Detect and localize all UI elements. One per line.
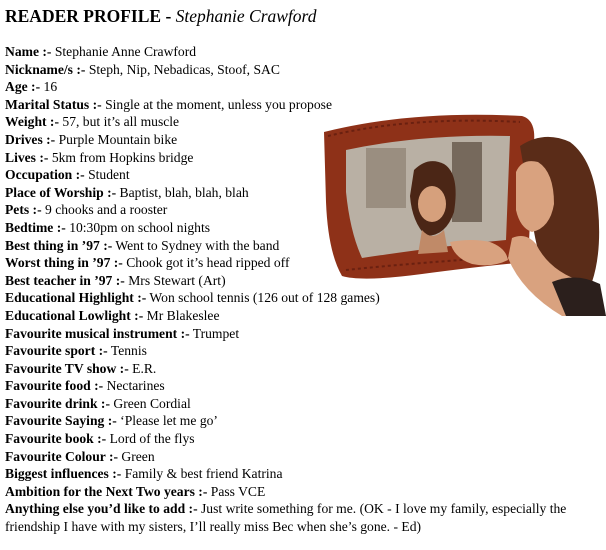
field-value: Tennis [110,343,147,359]
profile-row-educational-highlight [5,289,601,307]
field-label: Weight :- [5,114,59,130]
reader-name: Stephanie Crawford [175,6,317,26]
profile-row-biggest-influences [5,465,601,483]
profile-row-marital-status [5,96,601,114]
field-label: Bedtime :- [5,219,66,235]
field-label: Educational Lowlight :- [5,307,144,323]
field-label: Age :- [5,79,41,95]
field-label: Best thing in ’97 :- [5,237,113,253]
field-value: Baptist, blah, blah, blah [119,184,249,200]
profile-row-best-thing [5,237,601,255]
field-value: 57, but it’s all muscle [62,114,180,130]
profile-row-lives [5,149,601,167]
field-value: Green [121,448,155,464]
field-value: ‘Please let me go’ [120,413,218,429]
field-label: Nickname/s :- [5,61,86,77]
field-value: 10:30pm on school nights [69,219,211,235]
field-label: Name :- [5,44,52,59]
field-label: Biggest influences :- [5,466,122,482]
field-label: Favourite musical instrument :- [5,325,190,341]
page-title [5,5,316,27]
profile-row-occupation [5,166,601,184]
profile-row-name [5,43,601,61]
profile-row-favourite-book [5,430,601,448]
field-value: Mrs Stewart (Art) [128,272,226,288]
field-label: Occupation :- [5,167,85,183]
title-separator: - [165,6,172,26]
profile-row-educational-lowlight [5,307,601,325]
field-value: Purple Mountain bike [58,131,178,147]
field-value: Just write something for me. (OK - I love my family, especially the friendship I have with my sisters, I’ll really miss Bec when she’s gone. - Ed) [5,501,567,535]
field-value: Won school tennis (126 out of 128 games) [149,290,380,306]
field-label: Marital Status :- [5,96,102,112]
profile-row-weight [5,113,601,131]
field-value: Stephanie Anne Crawford [54,44,197,59]
field-value: Green Cordial [113,395,191,411]
profile-row-best-teacher [5,272,601,290]
field-value: Pass VCE [210,483,266,499]
profile-row-favourite-food [5,377,601,395]
field-label: Drives :- [5,131,56,147]
profile-row-anything-else [5,500,601,535]
field-label: Favourite Saying :- [5,413,117,429]
field-value: E.R. [132,360,157,376]
field-label: Anything else you’d like to add :- [5,501,198,517]
field-value: 16 [43,79,58,95]
field-label: Favourite TV show :- [5,360,129,376]
profile-list [5,43,601,536]
field-label: Favourite Colour :- [5,448,119,464]
field-value: Mr Blakeslee [146,307,220,323]
field-value: Trumpet [192,325,240,341]
field-value: Nectarines [106,378,165,394]
profile-row-bedtime [5,219,601,237]
field-value: Lord of the flys [109,431,195,447]
field-label: Best teacher in ’97 :- [5,272,125,288]
profile-row-favourite-saying [5,412,601,430]
profile-row-favourite-drink [5,395,601,413]
profile-row-place-of-worship [5,184,601,202]
field-label: Favourite book :- [5,431,107,447]
field-label: Place of Worship :- [5,184,117,200]
field-label: Favourite drink :- [5,395,110,411]
field-label: Favourite food :- [5,378,104,394]
profile-row-favourite-tv-show [5,360,601,378]
field-value: Went to Sydney with the band [115,237,280,253]
field-value: Steph, Nip, Nebadicas, Stoof, SAC [88,61,280,77]
field-label: Educational Highlight :- [5,290,147,306]
field-value: 9 chooks and a rooster [45,202,168,218]
field-label: Ambition for the Next Two years :- [5,483,208,499]
profile-row-age [5,78,601,96]
field-label: Favourite sport :- [5,343,108,359]
field-value: 5km from Hopkins bridge [51,149,194,165]
field-value: Single at the moment, unless you propose [105,96,332,112]
profile-row-nicknames [5,61,601,79]
profile-row-pets [5,201,601,219]
title-heading: READER PROFILE [5,6,162,26]
field-label: Lives :- [5,149,49,165]
field-value: Student [88,167,130,183]
profile-row-ambition [5,483,601,501]
profile-row-drives [5,131,601,149]
field-label: Worst thing in ’97 :- [5,255,123,271]
profile-row-favourite-instrument [5,325,601,343]
field-value: Family & best friend Katrina [124,466,283,482]
profile-row-favourite-sport [5,342,601,360]
profile-row-worst-thing [5,254,601,272]
field-value: Chook got it’s head ripped off [126,255,290,271]
profile-row-favourite-colour [5,448,601,466]
field-label: Pets :- [5,202,42,218]
